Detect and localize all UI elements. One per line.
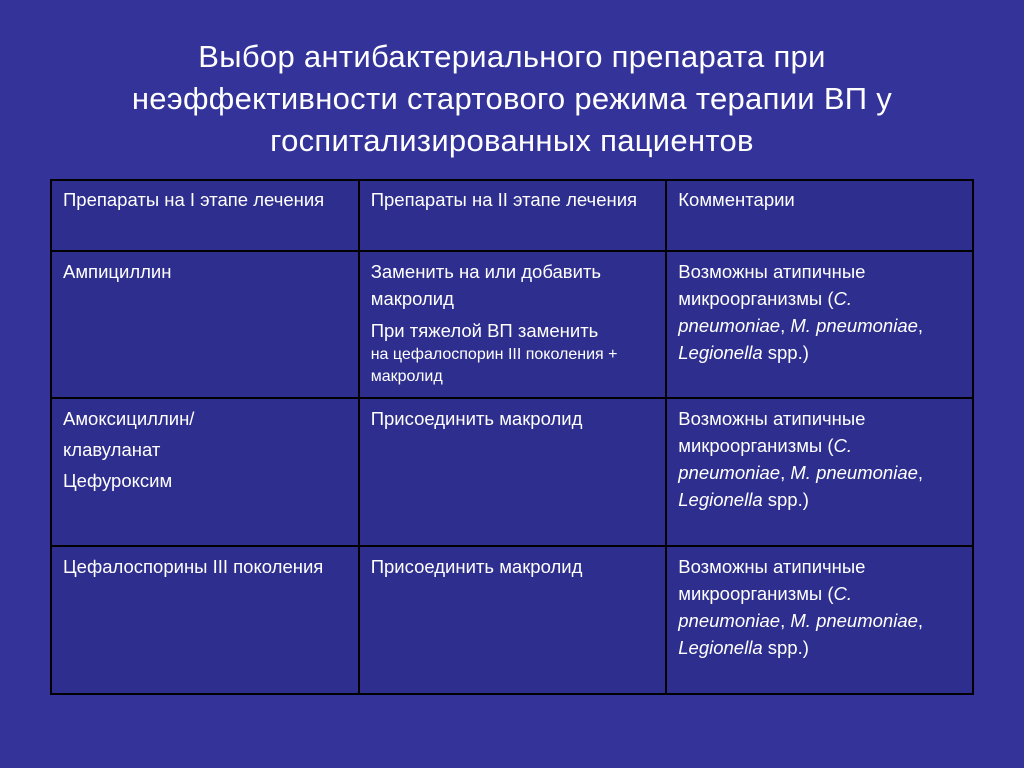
title-line-2: неэффективности стартового режима терапии ВП у <box>131 81 893 116</box>
row1-drug: Ампициллин <box>63 261 172 282</box>
row2-drug-a: Амоксициллин/ <box>63 408 195 429</box>
header-comments: Комментарии <box>666 180 973 251</box>
row1-comment: Возможны атипичные микроорганизмы (C. pneumoniae, M. pneumoniae, Legionella spp.) <box>666 251 973 398</box>
row2-comment: Возможны атипичные микроорганизмы (C. pneumoniae, M. pneumoniae, Legionella spp.) <box>666 398 973 546</box>
row1-severe-note: При тяжелой ВП заменить <box>370 320 599 341</box>
table-row <box>51 251 973 398</box>
table-row <box>51 398 973 546</box>
organism-m-pneumoniae: M. pneumoniae <box>790 610 918 631</box>
title-line-3: госпитализированных пациентов <box>270 123 754 158</box>
organism-m-pneumoniae: M. pneumoniae <box>790 462 918 483</box>
slide-title <box>60 36 964 162</box>
row1-stage-2 <box>359 251 667 398</box>
row2-stage-1 <box>51 398 359 546</box>
organism-legionella: Legionella <box>678 637 763 658</box>
organism-c-pneumoniae: C. pneumoniae <box>678 435 853 483</box>
organism-c-pneumoniae: C. pneumoniae <box>678 583 853 631</box>
organism-c-pneumoniae: C. pneumoniae <box>678 288 853 336</box>
row1-action: Заменить на или добавить макролид <box>370 261 602 309</box>
header-stage-2: Препараты на II этапе лечения <box>359 180 667 251</box>
row3-stage-1: Цефалоспорины III поколения <box>51 546 359 694</box>
treatment-table <box>50 179 974 695</box>
organism-legionella: Legionella <box>678 342 763 363</box>
row1-stage-1 <box>51 251 359 398</box>
table-header-row <box>51 180 973 251</box>
title-line-1: Выбор антибактериального препарата при <box>198 39 826 74</box>
row2-drug-a-cont: клавуланат <box>63 439 161 460</box>
row3-stage-2: Присоединить макролид <box>359 546 667 694</box>
table-row <box>51 546 973 694</box>
row2-stage-2: Присоединить макролид <box>359 398 667 546</box>
row3-comment: Возможны атипичные микроорганизмы (C. pneumoniae, M. pneumoniae, Legionella spp.) <box>666 546 973 694</box>
header-stage-1: Препараты на I этапе лечения <box>51 180 359 251</box>
organism-m-pneumoniae: M. pneumoniae <box>790 315 918 336</box>
organism-legionella: Legionella <box>678 489 763 510</box>
row2-drug-b: Цефуроксим <box>63 470 173 491</box>
row1-severe-note-detail: на цефалоспорин III поколения + макролид <box>370 346 618 385</box>
